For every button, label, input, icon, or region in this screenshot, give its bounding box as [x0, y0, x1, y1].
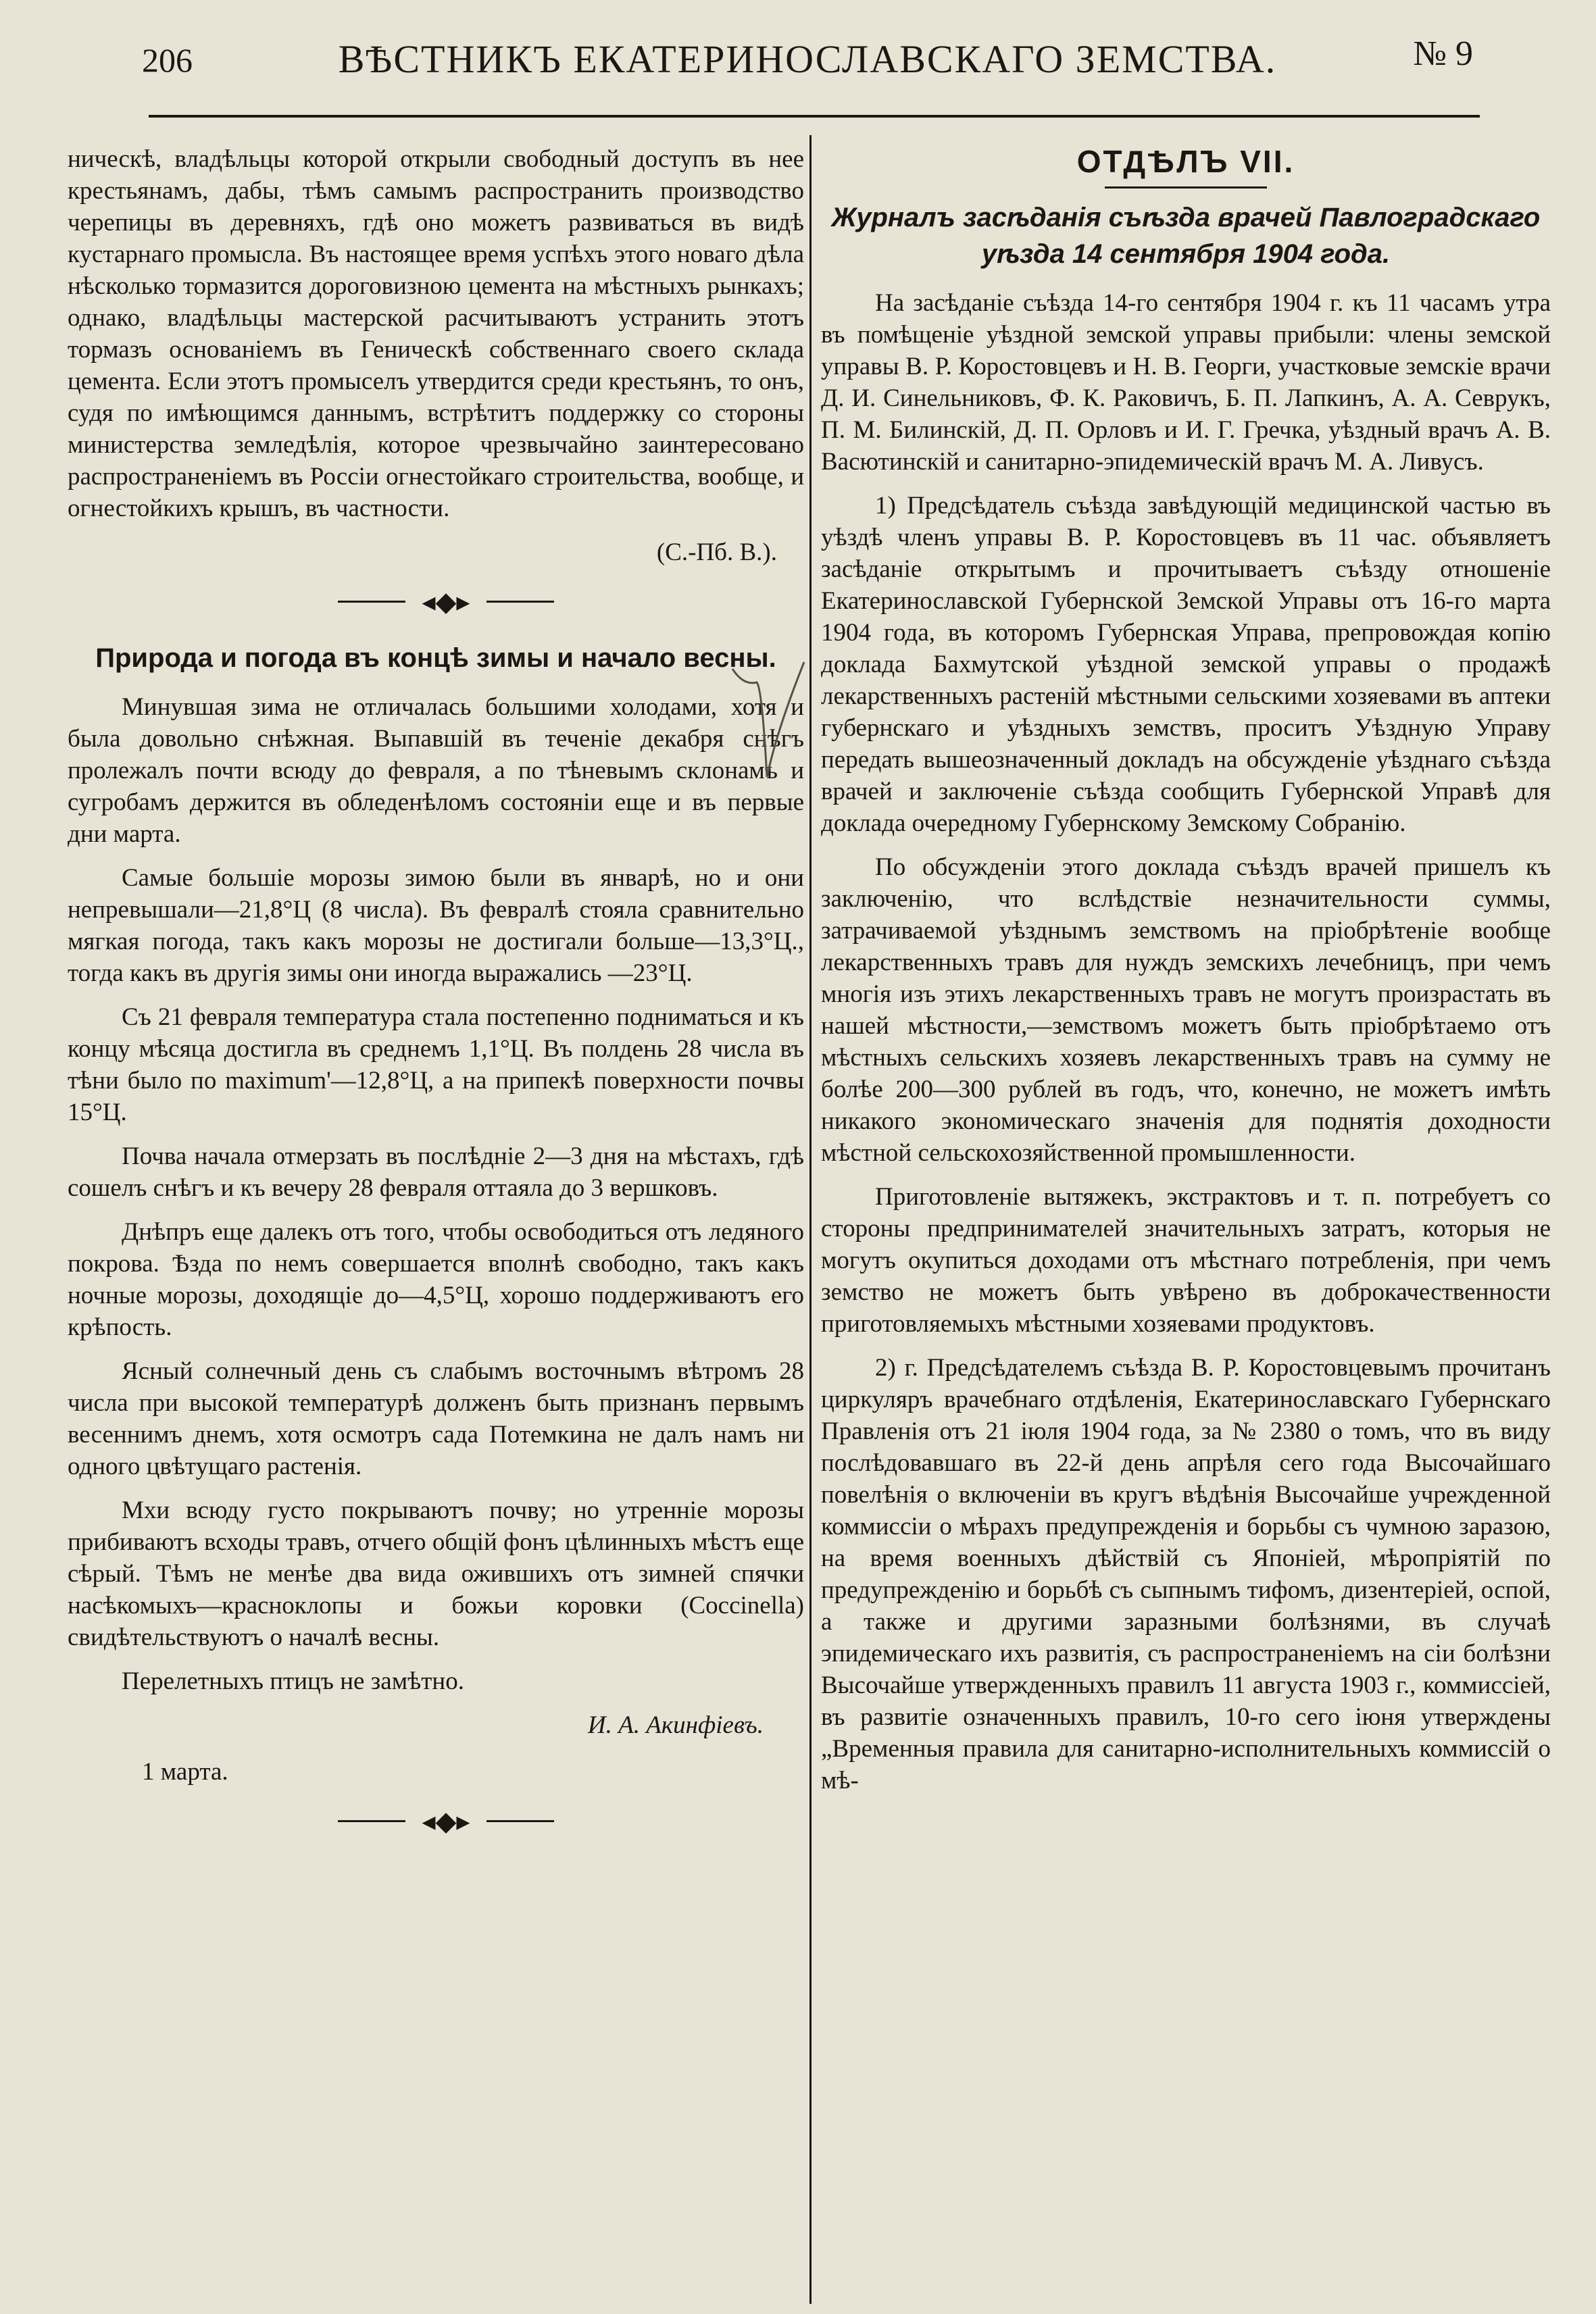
pencil-checkmark-icon	[730, 649, 811, 784]
column-divider	[809, 135, 812, 2304]
paragraph: 1) Предсѣдатель съѣзда завѣдующій медицинской частью въ уѣздѣ членъ управы В. Р. Коростовцевъ въ 11 час. объявляетъ засѣданіе открытымъ и прочитываетъ съѣзду отношеніе Екатеринославской Губернской Земской Управы отъ 16-го марта 1904 года, въ которомъ Губернская Управа, препровождая копію доклада Бахмутской уѣздной земской управы о продажѣ лекарственныхъ растеній мѣстными сельскими хозяевами въ аптеки губернскаго и уѣздныхъ земствъ, проситъ Уѣздную Управу передать вышеозначенный докладъ на обсужденіе уѣзднаго съѣзда врачей и заключеніе съѣзда сообщить Губернской Управѣ для доклада очередному Губернскому Земскому Собранію.	[821, 492, 1551, 837]
article-title: Природа и погода въ концѣ зимы и начало весны.	[95, 643, 776, 673]
paragraph: Перелетныхъ птицъ не замѣтно.	[122, 1667, 464, 1695]
paragraph: Самые большіе морозы зимою были въ январѣ, но и они непревышали—21,8°Ц (8 числа). Въ февралѣ стояла сравнительно мягкая погода, такъ какъ морозы не достигали больше—13,3°Ц., тогда какъ въ другія зимы они иногда выражались —23°Ц.	[68, 864, 804, 987]
paragraph: Днѣпръ еще далекъ отъ того, чтобы освободиться отъ ледяного покрова. Ѣзда по немъ совершается вполнѣ свободно, такъ какъ ночные морозы, доходящіе до—4,5°Ц, хорошо поддерживаютъ его крѣпость.	[68, 1218, 804, 1341]
paragraph: Съ 21 февраля температура стала постепенно подниматься и къ концу мѣсяца достигла въ среднемъ 1,1°Ц. Въ полдень 28 числа въ тѣни было по maximum'—12,8°Ц, а на припекѣ поверхности почвы 15°Ц.	[68, 1003, 804, 1126]
issue-number: № 9	[1413, 34, 1473, 73]
paragraph: Приготовленіе вытяжекъ, экстрактовъ и т. п. потребуетъ со стороны предпринимателей значительныхъ затратъ, которыя не могутъ окупиться доходами отъ мѣстнаго потребленія, при чемъ земство не можетъ быть увѣрено въ доброкачественности приготовляемыхъ мѣстными хозяевами продуктовъ.	[821, 1183, 1551, 1338]
page-header	[135, 27, 1480, 95]
ornament-glyph: ◂◆▸	[422, 1806, 470, 1836]
article-date: 1 марта.	[142, 1758, 228, 1786]
closing-ornament	[68, 1801, 804, 1842]
author-signature: И. А. Акинфіевъ.	[587, 1711, 764, 1739]
paragraph: Ясный солнечный день съ слабымъ восточнымъ вѣтромъ 28 числа при высокой температурѣ долженъ быть признанъ первымъ весеннимъ днемъ, хотя осмотръ сада Потемкина не далъ намъ ни одного цвѣтущаго растенія.	[68, 1357, 804, 1480]
section-ornament	[68, 582, 804, 622]
header-rule	[149, 115, 1480, 118]
section-rule	[1105, 186, 1267, 188]
right-column	[821, 143, 1551, 2278]
left-column	[68, 143, 804, 2278]
paragraph: 2) г. Предсѣдателемъ съѣзда В. Р. Коростовцевымъ прочитанъ циркуляръ врачебнаго отдѣленія, Екатеринославскаго Губернскаго Правленія отъ 21 іюля 1904 года, за № 2380 о томъ, что въ виду послѣдовавшаго въ 22-й день апрѣля сего года Высочайшаго повелѣнія о включеніи въ кругъ вѣдѣнія Высочайше учрежденной коммиссіи о мѣрахъ предупрежденія и борьбы съ чумною заразою, на время военныхъ дѣйствій съ Японіей, мѣропріятій по предупрежденію и борьбѣ съ сыпнымъ тифомъ, дизентеріей, оспой, а также и другими заразными болѣзнями, въ случаѣ эпидемическаго ихъ развитія, съ распространеніемъ на сіи болѣзни Высочайше утвержденныхъ правилъ 11 августа 1903 г., коммиссіей, въ развитіе означенныхъ правилъ, 10-го сего іюня утверждены „Временныя правила для санитарно-исполнительныхъ коммиссій о мѣ-	[821, 1354, 1551, 1794]
page-number: 206	[142, 41, 193, 79]
paragraph: Минувшая зима не отличалась большими холодами, хотя и была довольно снѣжная. Выпавшій въ теченіе декабря снѣгъ пролежалъ почти всюду до февраля, а по тѣневымъ склонамъ и сугробамъ держится въ обледенѣломъ состояніи еще и въ первые дни марта.	[68, 693, 804, 848]
paragraph: Почва начала отмерзать въ послѣдніе 2—3 дня на мѣстахъ, гдѣ сошелъ снѣгъ и къ вечеру 28 февраля оттаяла до 3 вершковъ.	[68, 1142, 804, 1202]
paragraph: По обсужденіи этого доклада съѣздъ врачей пришелъ къ заключенію, что вслѣдствіе незначительности суммы, затрачиваемой уѣзднымъ земствомъ на пріобрѣтеніе вообще лекарственныхъ травъ для нуждъ земскихъ лечебницъ, при чемъ многія изъ этихъ лекарственныхъ травъ не могутъ произрастать въ нашей мѣстности,—земствомъ можетъ быть пріобрѣтаемо отъ мѣстныхъ сельскихъ хозяевъ лекарственныхъ травъ на сумму не болѣе 200—300 рублей въ годъ, что, конечно, не можетъ имѣть никакого экономическаго значенія для поднятія доходности мѣстной сельскохозяйственной промышленности.	[821, 853, 1551, 1167]
section-title: ОТДѢЛЪ VII.	[1076, 144, 1295, 179]
article-title: Журналъ засѣданія съѣзда врачей Павлоградскаго уѣзда 14 сентября 1904 года.	[831, 203, 1541, 269]
paragraph: На засѣданіе съѣзда 14-го сентября 1904 г. къ 11 часамъ утра въ помѣщеніе уѣздной земской управы прибыли: члены земской управы В. Р. Коростовцевъ и Н. В. Георги, участковые земскіе врачи Д. И. Синельниковъ, Ф. К. Раковичъ, Б. П. Лапкинъ, А. А. Севрукъ, П. М. Билинскій, Д. П. Орловъ и И. Г. Гречка, уѣздный врачъ А. В. Васютинскій и санитарно-эпидемическій врачъ М. А. Ливусъ.	[821, 289, 1551, 476]
continued-paragraph: ническѣ, владѣльцы которой открыли свободный доступъ въ нее крестьянамъ, дабы, тѣмъ самымъ распространить производство черепицы въ деревняхъ, гдѣ оно можетъ развиваться въ видѣ кустарнаго промысла. Въ настоящее время успѣхъ этого новаго дѣла нѣсколько тормазится дороговизною цемента на мѣстныхъ рынкахъ; однако, владѣльцы мастерской расчитываютъ устранить этотъ тормазъ основаніемъ въ Геническѣ собственнаго своего склада цемента. Если этотъ промыселъ утвердится среди крестьянъ, то онъ, судя по имѣющимся даннымъ, встрѣтитъ поддержку со стороны министерства земледѣлія, которое чрезвычайно заинтересовано распространеніемъ въ Россіи огнестойкаго строительства, вообще, и огнестойкихъ крышъ, въ частности.	[68, 145, 804, 522]
ornament-glyph: ◂◆▸	[422, 586, 470, 617]
journal-title: ВѢСТНИКЪ ЕКАТЕРИНОСЛАВСКАГО ЗЕМСТВА.	[338, 37, 1277, 81]
paragraph: Мхи всюду густо покрываютъ почву; но утренніе морозы прибиваютъ всходы травъ, отчего общій фонъ цѣлинныхъ мѣстъ еще сѣрый. Тѣмъ не менѣе два вида ожившихъ отъ зимней спячки насѣкомыхъ—красноклопы и божьи коровки (Coccinella) свидѣтельствуютъ о началѣ весны.	[68, 1496, 804, 1651]
source-attribution: (С.-Пб. В.).	[656, 538, 777, 566]
